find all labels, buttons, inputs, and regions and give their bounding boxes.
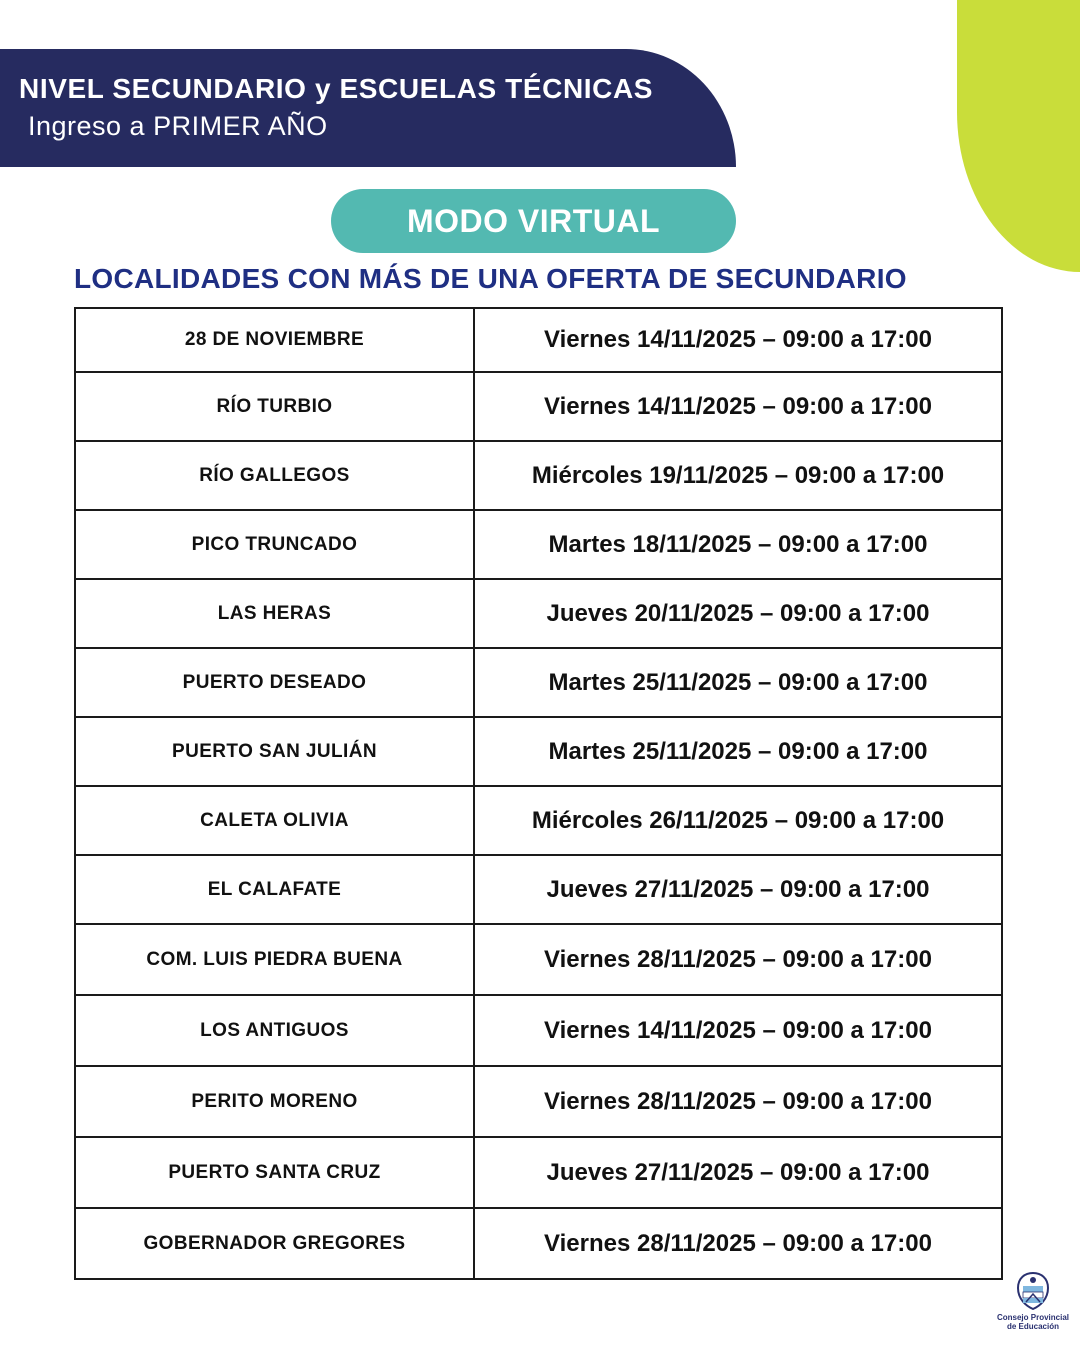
locality-cell: LOS ANTIGUOS	[75, 995, 474, 1066]
table-row	[75, 308, 1002, 372]
provincial-seal-icon	[1016, 1272, 1050, 1310]
locality-cell: 28 DE NOVIEMBRE	[75, 308, 474, 372]
locality-cell: PERITO MORENO	[75, 1066, 474, 1137]
table-row	[75, 786, 1002, 855]
table-row	[75, 1066, 1002, 1137]
table-row	[75, 648, 1002, 717]
locality-cell: COM. LUIS PIEDRA BUENA	[75, 924, 474, 995]
date-cell: Viernes 28/11/2025 – 09:00 a 17:00	[474, 924, 1002, 995]
locality-cell: CALETA OLIVIA	[75, 786, 474, 855]
date-cell: Jueves 20/11/2025 – 09:00 a 17:00	[474, 579, 1002, 648]
section-heading: LOCALIDADES CON MÁS DE UNA OFERTA DE SECUNDARIO	[74, 263, 907, 294]
locality-cell: PUERTO SANTA CRUZ	[75, 1137, 474, 1208]
locality-cell: LAS HERAS	[75, 579, 474, 648]
schedule-table	[74, 307, 1003, 1280]
locality-cell: RÍO GALLEGOS	[75, 441, 474, 510]
mode-badge: MODO VIRTUAL	[331, 189, 736, 253]
consejo-logo	[993, 1272, 1073, 1338]
page-title: NIVEL SECUNDARIO y ESCUELAS TÉCNICAS	[19, 73, 654, 104]
date-cell: Miércoles 26/11/2025 – 09:00 a 17:00	[474, 786, 1002, 855]
locality-cell: PUERTO DESEADO	[75, 648, 474, 717]
date-cell: Jueves 27/11/2025 – 09:00 a 17:00	[474, 1137, 1002, 1208]
date-cell: Viernes 28/11/2025 – 09:00 a 17:00	[474, 1208, 1002, 1279]
table-row	[75, 1137, 1002, 1208]
locality-cell: RÍO TURBIO	[75, 372, 474, 441]
table-row	[75, 372, 1002, 441]
date-cell: Viernes 28/11/2025 – 09:00 a 17:00	[474, 1066, 1002, 1137]
date-cell: Viernes 14/11/2025 – 09:00 a 17:00	[474, 308, 1002, 372]
date-cell: Miércoles 19/11/2025 – 09:00 a 17:00	[474, 441, 1002, 510]
table-row	[75, 995, 1002, 1066]
table-row	[75, 924, 1002, 995]
logo-line-1: Consejo Provincial	[996, 1313, 1070, 1322]
table-row	[75, 579, 1002, 648]
logo-line-2: de Educación	[1006, 1322, 1059, 1331]
date-cell: Martes 25/11/2025 – 09:00 a 17:00	[474, 717, 1002, 786]
table-row	[75, 441, 1002, 510]
table-row	[75, 510, 1002, 579]
page-subtitle: Ingreso a PRIMER AÑO	[28, 111, 328, 141]
decorative-lime-shape	[957, 0, 1080, 272]
locality-cell: GOBERNADOR GREGORES	[75, 1208, 474, 1279]
date-cell: Martes 18/11/2025 – 09:00 a 17:00	[474, 510, 1002, 579]
date-cell: Martes 25/11/2025 – 09:00 a 17:00	[474, 648, 1002, 717]
locality-cell: PICO TRUNCADO	[75, 510, 474, 579]
header-band	[0, 49, 736, 167]
date-cell: Viernes 14/11/2025 – 09:00 a 17:00	[474, 372, 1002, 441]
date-cell: Viernes 14/11/2025 – 09:00 a 17:00	[474, 995, 1002, 1066]
table-row	[75, 855, 1002, 924]
locality-cell: EL CALAFATE	[75, 855, 474, 924]
table-row	[75, 1208, 1002, 1279]
table-row	[75, 717, 1002, 786]
locality-cell: PUERTO SAN JULIÁN	[75, 717, 474, 786]
date-cell: Jueves 27/11/2025 – 09:00 a 17:00	[474, 855, 1002, 924]
